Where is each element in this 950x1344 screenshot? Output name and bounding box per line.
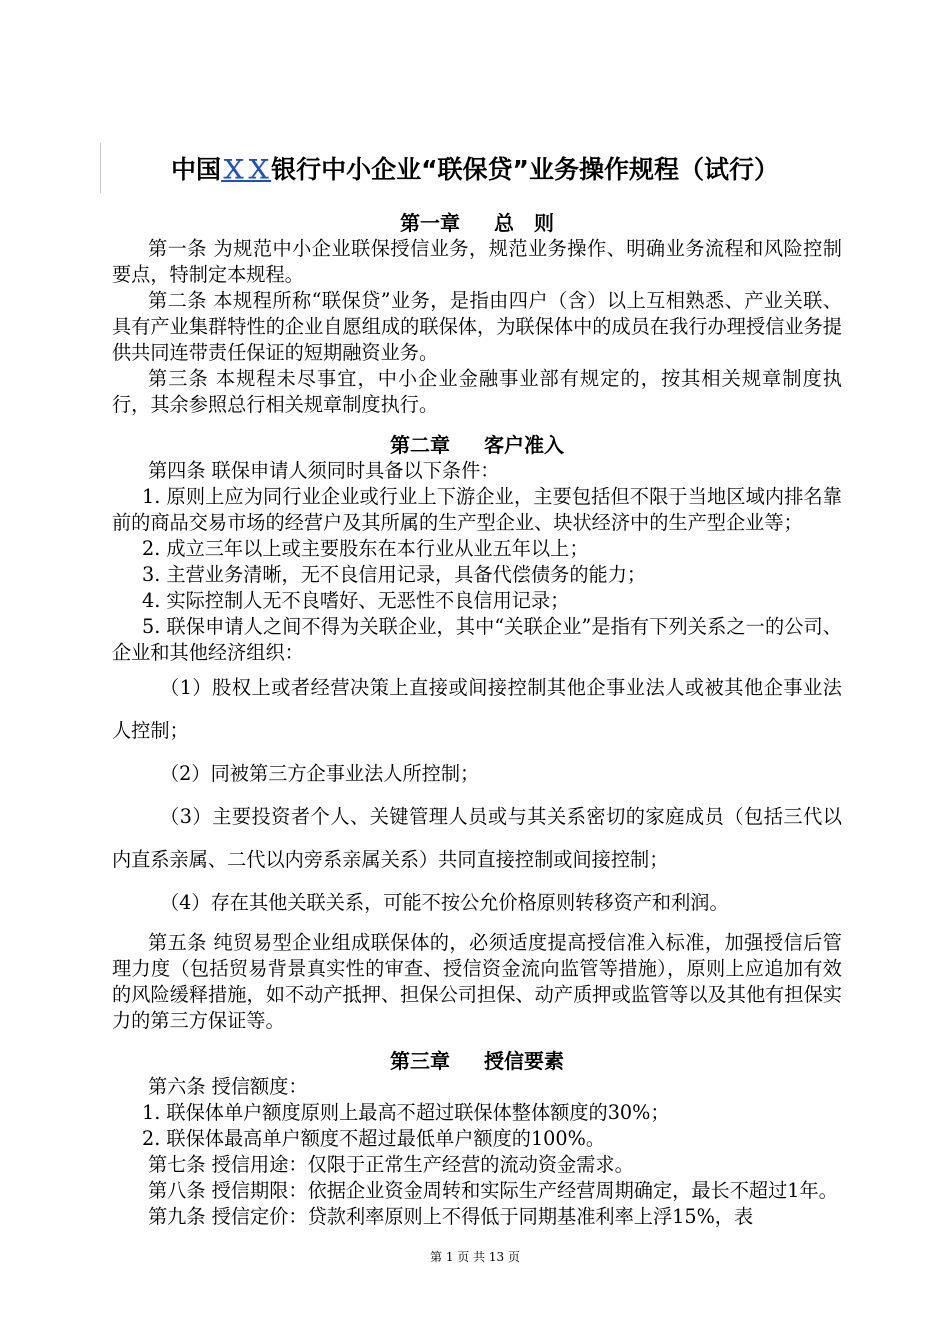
list-item: 5. 联保申请人之间不得为关联企业，其中“关联企业”是指有下列关系之一的公司、企业和其他经济组织：	[112, 615, 842, 664]
article-9: 第九条 授信定价：贷款利率原则上不得低于同期基准利率上浮15%，表	[148, 1205, 754, 1228]
document-body	[112, 210, 842, 1230]
chapter-1-heading	[112, 210, 842, 236]
sub-item: （4）存在其他关联关系，可能不按公允价格原则转移资产和利润。	[160, 891, 729, 914]
list-item: 4. 实际控制人无不良嗜好、无恶性不良信用记录；	[142, 589, 570, 612]
chapter-name: 客户准入	[484, 433, 564, 457]
chapter-number: 第二章	[390, 433, 450, 457]
sub-item: （2）同被第三方企事业法人所控制；	[160, 762, 480, 785]
chapter-name: 授信要素	[484, 1049, 564, 1073]
title-prefix: 中国	[171, 155, 222, 184]
article-7: 第七条 授信用途：仅限于正常生产经营的流动资金需求。	[148, 1153, 634, 1176]
title-placeholder: ＸＸ	[221, 155, 272, 184]
list-item: 1. 联保体单户额度原则上最高不超过联保体整体额度的30%；	[142, 1101, 670, 1124]
article-6: 第六条 授信额度：	[148, 1075, 308, 1098]
page-footer: 第 1 页 共 13 页	[430, 1250, 520, 1264]
list-item: 3. 主营业务清晰，无不良信用记录，具备代偿债务的能力；	[142, 563, 647, 586]
article-5: 第五条 纯贸易型企业组成联保体的，必须适度提高授信准入标准，加强授信后管理力度（包括贸易背景真实性的审查、授信资金流向监管等措施），原则上应追加有效的风险缓释措施，如不动产抵押、担保公司担保、动产质押或监管等以及其他有担保实力的第三方保证等。	[112, 931, 842, 1032]
title-suffix: 银行中小企业“联保贷”业务操作规程（试行）	[271, 155, 779, 184]
list-item: 1. 原则上应为同行业企业或行业上下游企业，主要包括但不限于当地区域内排名靠前的商品交易市场的经营户及其所属的生产型企业、块状经济中的生产型企业等；	[112, 485, 842, 534]
sub-item: （1）股权上或者经营决策上直接或间接控制其他企事业法人或被其他企事业法人控制；	[112, 676, 842, 742]
article-2: 第二条 本规程所称“联保贷”业务，是指由四户（含）以上互相熟悉、产业关联、具有产业集群特性的企业自愿组成的联保体，为联保体中的成员在我行办理授信业务提供共同连带责任保证的短期融资业务。	[112, 289, 842, 364]
chapter-number: 第一章	[400, 211, 460, 235]
article-3: 第三条 本规程未尽事宜，中小企业金融事业部有规定的，按其相关规章制度执行，其余参照总行相关规章制度执行。	[112, 367, 842, 416]
article-1: 第一条 为规范中小企业联保授信业务，规范业务操作、明确业务流程和风险控制要点，特制定本规程。	[112, 237, 842, 286]
sub-item: （3）主要投资者个人、关键管理人员或与其关系密切的家庭成员（包括三代以内直系亲属、二代以内旁系亲属关系）共同直接控制或间接控制；	[112, 805, 842, 871]
article-8: 第八条 授信期限：依据企业资金周转和实际生产经营周期确定，最长不超过1年。	[148, 1179, 838, 1202]
chapter-2-heading	[112, 432, 842, 458]
chapter-name: 总 则	[494, 211, 554, 235]
chapter-3-heading	[112, 1048, 842, 1074]
list-item: 2. 联保体最高单户额度不超过最低单户额度的100%。	[142, 1127, 606, 1150]
chapter-number: 第三章	[390, 1049, 450, 1073]
list-item: 2. 成立三年以上或主要股东在本行业从业五年以上；	[142, 537, 589, 560]
article-4: 第四条 联保申请人须同时具备以下条件：	[148, 459, 500, 482]
document-title	[0, 150, 950, 190]
